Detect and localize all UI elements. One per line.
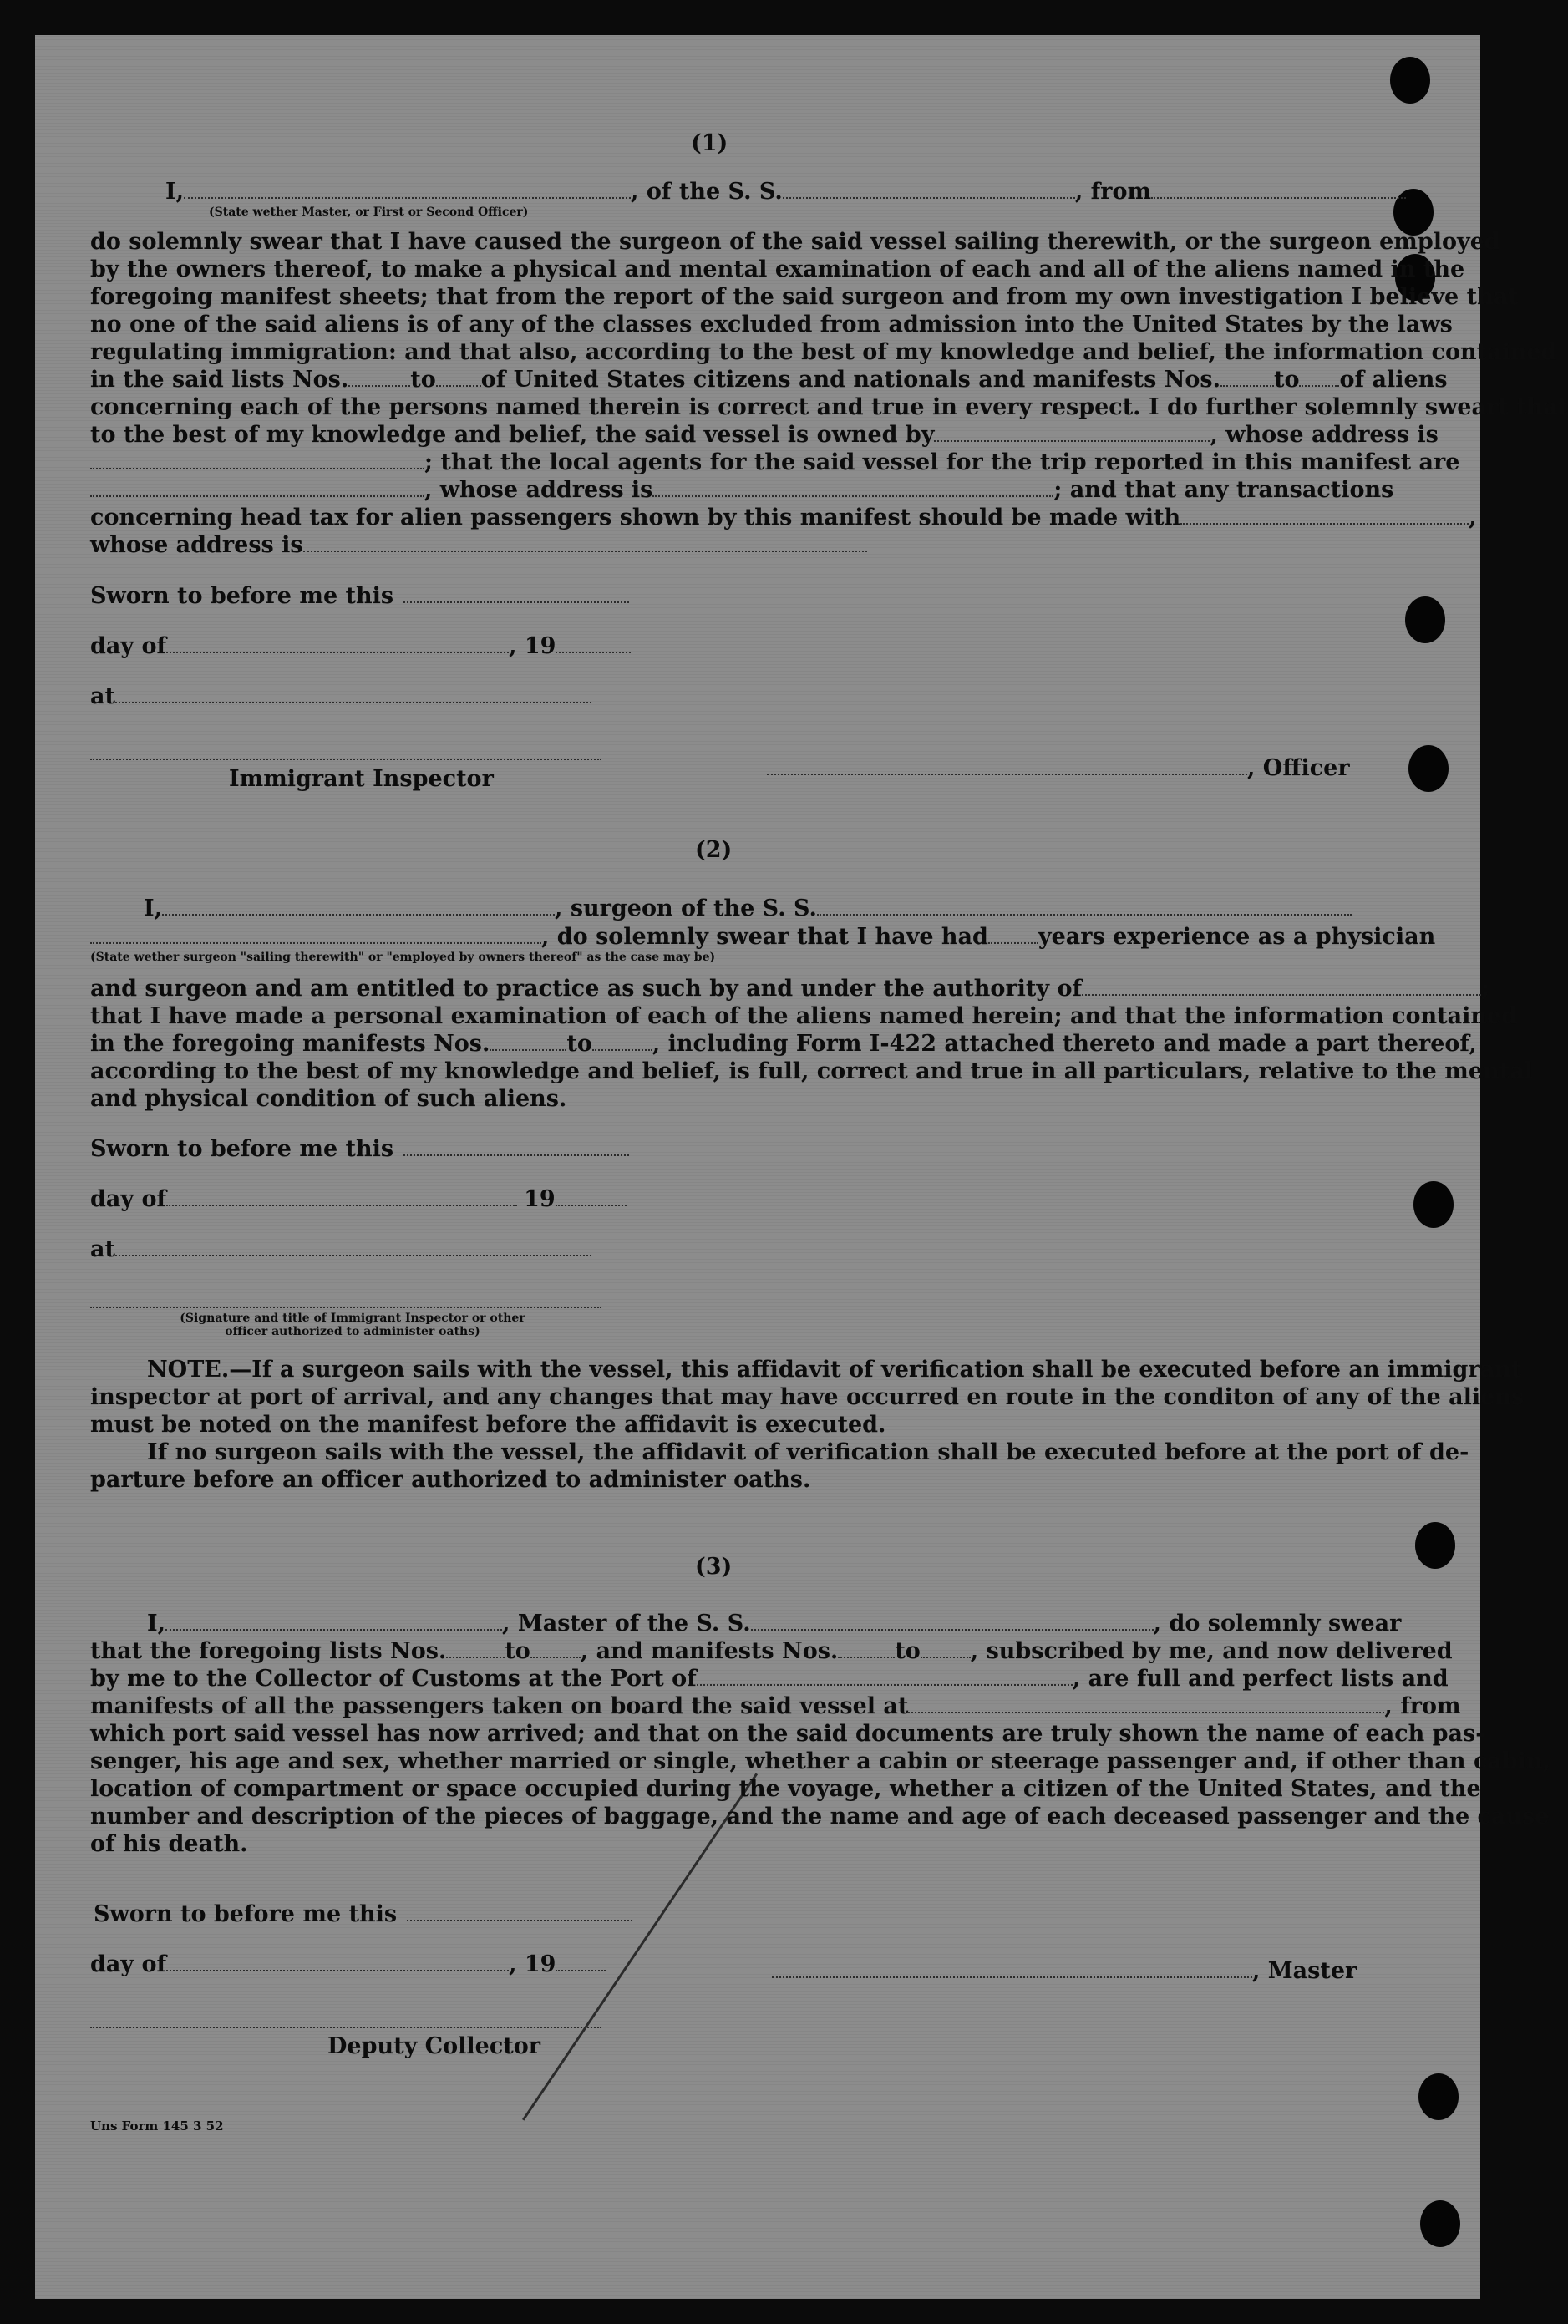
s3-para-line: senger, his age and sex, whether married or single, whether a cabin or steerage passenger and, if other than cabin, [90, 1748, 1551, 1774]
punch-hole [1390, 57, 1430, 104]
note-line: parture before an officer authorized to administer oaths. [90, 1467, 811, 1493]
lists-from-field[interactable] [348, 384, 410, 387]
s3-lists-line: that the foregoing lists Nos. to , and manifests Nos. to , subscribed by me, and now delivered [90, 1638, 1453, 1664]
s3-para-line: of his death. [90, 1831, 248, 1857]
from-port-field[interactable] [1151, 196, 1406, 199]
section-2-heading: (2) [695, 837, 733, 863]
caption-master-officer: (State wether Master, or First or Second Officer) [209, 206, 529, 219]
years-experience-field[interactable] [988, 941, 1038, 944]
s1-i-label: I, [165, 179, 185, 205]
s1-para-line: by the owners thereof, to make a physical and mental examination of each and all of the aliens named in the [90, 256, 1465, 282]
punch-hole [1420, 2200, 1460, 2247]
note-line: must be noted on the manifest before the affidavit is executed. [90, 1412, 886, 1438]
s1-month-field[interactable] [166, 651, 509, 653]
punch-hole [1413, 1181, 1454, 1228]
s3-year-field[interactable] [556, 1969, 606, 1971]
s3-para-line: number and description of the pieces of baggage, and the name and age of each deceased passenger and the cause [90, 1804, 1550, 1829]
punch-hole [1418, 2073, 1459, 2120]
s3-manifests-from-field[interactable] [838, 1656, 895, 1658]
section-1-heading: (1) [691, 130, 728, 156]
agents-field[interactable] [90, 495, 424, 497]
s3-manifests-to-field[interactable] [921, 1656, 971, 1658]
s1-para-line: regulating immigration: and that also, according to the best of my knowledge and belief, the information contained [90, 339, 1557, 365]
deputy-collector-label: Deputy Collector [327, 2033, 540, 2059]
s1-inspector-signature-line[interactable] [90, 757, 601, 760]
owner-field[interactable] [934, 439, 1210, 442]
s3-sworn-date-field[interactable] [407, 1919, 632, 1921]
master-signature-field[interactable] [772, 1976, 1252, 1978]
s2-line-2: , do solemnly swear that I have had years experience as a physician [90, 924, 1435, 951]
s1-para-line: concerning each of the persons named therein is correct and true in every respect. I do further solemnly sweart that [90, 394, 1568, 420]
immigrant-inspector-label: Immigrant Inspector [229, 766, 494, 792]
s2-year-field[interactable] [556, 1204, 627, 1206]
s3-month-field[interactable] [166, 1969, 509, 1971]
s2-signature-line[interactable] [90, 1305, 601, 1308]
departure-port-field[interactable] [908, 1711, 1384, 1713]
s1-year-field[interactable] [556, 651, 631, 653]
s2-sworn-date-field[interactable] [403, 1154, 629, 1156]
s3-para-line: which port said vessel has now arrived; and that on the said documents are truly shown the name of each pas- [90, 1721, 1485, 1747]
s3-sworn: Sworn to before me this [94, 1901, 632, 1928]
collector-port-field[interactable] [697, 1683, 1073, 1686]
s1-owned-line: to the best of my knowledge and belief, the said vessel is owned by , whose address is [90, 422, 1439, 448]
s1-headtax-line: concerning head tax for alien passengers shown by this manifest should be made with , [90, 505, 1477, 530]
s3-para-line: location of compartment or space occupied during the voyage, whether a citizen of the United States, and the [90, 1776, 1481, 1802]
caption-signature-title: (Signature and title of Immigrant Inspector or other officer authorized to administer oaths) [180, 1312, 525, 1338]
caption-surgeon-status: (State wether surgeon "sailing therewith" or "employed by owners thereof" as the case may be) [90, 951, 716, 964]
s1-para-line: foregoing manifest sheets; that from the report of the said surgeon and from my own investigation I believe that [90, 284, 1519, 310]
s1-whose-line: , whose address is ; and that any transactions [90, 477, 1393, 504]
s2-authority-line: and surgeon and am entitled to practice as such by and under the authority of ; [90, 976, 1490, 1002]
note-line: If no surgeon sails with the vessel, the affidavit of verification shall be executed before at the port of de- [147, 1439, 1469, 1465]
s3-master-name-field[interactable] [165, 1628, 502, 1631]
punch-hole [1405, 596, 1445, 643]
s1-sworn: Sworn to before me this [90, 583, 629, 610]
head-tax-contact-field[interactable] [1180, 522, 1469, 525]
manifests-to-field[interactable] [1299, 384, 1339, 387]
s2-vessel-field[interactable] [817, 913, 1352, 916]
s2-at-field[interactable] [115, 1254, 591, 1256]
manifests-from-field[interactable] [1220, 384, 1274, 387]
s2-at: at [90, 1236, 591, 1263]
note-line: NOTE.—If a surgeon sails with the vessel, this affidavit of verification shall be executed before an immigrant [147, 1357, 1522, 1383]
agents-address-field[interactable] [652, 495, 1053, 497]
s1-line-i [165, 179, 1406, 206]
form-number: Uns Form 145 3 52 [90, 2118, 224, 2134]
s1-at-field[interactable] [115, 701, 591, 703]
s2-para-line: that I have made a personal examination of each of the aliens named herein; and that the information contained [90, 1003, 1518, 1029]
s1-from-label: , from [1074, 179, 1152, 205]
s1-lists-line: in the said lists Nos. to of United States citizens and nationals and manifests Nos. to of aliens [90, 367, 1448, 393]
punch-hole [1415, 1522, 1455, 1569]
s2-manifests-to-field[interactable] [592, 1048, 652, 1051]
punch-hole [1408, 745, 1449, 792]
master-name-field[interactable] [184, 196, 631, 199]
officer-signature-field[interactable] [767, 773, 1247, 775]
section-3-heading: (3) [695, 1554, 733, 1580]
s2-line-i: I, , surgeon of the S. S. [144, 896, 1352, 922]
s3-lists-to-field[interactable] [530, 1656, 581, 1658]
s1-of-ss-label: , of the S. S. [631, 179, 783, 205]
s1-para-line: no one of the said aliens is of any of the classes excluded from admission into the United States by the laws [90, 312, 1453, 337]
s2-manifests-line: in the foregoing manifests Nos. to , including Form I-422 attached thereto and made a part thereof, [90, 1031, 1477, 1057]
s2-manifests-from-field[interactable] [490, 1048, 566, 1051]
s3-master: , Master [772, 1958, 1357, 1985]
surgeon-status-field[interactable] [90, 941, 541, 944]
authority-field[interactable] [1082, 993, 1481, 996]
lists-to-field[interactable] [436, 384, 481, 387]
s1-whose-final-line: whose address is [90, 532, 867, 559]
s3-deputy-signature-line[interactable] [90, 2025, 601, 2028]
s2-month-field[interactable] [166, 1204, 517, 1206]
head-tax-address-field[interactable] [303, 550, 867, 552]
s3-lists-from-field[interactable] [446, 1656, 505, 1658]
s2-day-of: day of 19 [90, 1186, 627, 1213]
s1-agents-line: ; that the local agents for the said vessel for the trip reported in this manifest are [90, 449, 1459, 476]
vessel-name-field[interactable] [783, 196, 1075, 199]
s3-line-i: I, , Master of the S. S. , do solemnly swear [147, 1611, 1402, 1636]
s1-at: at [90, 683, 591, 710]
s3-manifests-line: manifests of all the passengers taken on board the said vessel at , from [90, 1693, 1461, 1719]
owner-address-field[interactable] [90, 467, 424, 469]
manifest-verification-page [35, 35, 1568, 2299]
s1-para-line: do solemnly swear that I have caused the surgeon of the said vessel sailing therewith, or the surgeon employed [90, 229, 1500, 255]
surgeon-name-field[interactable] [162, 913, 555, 916]
s3-vessel-field[interactable] [751, 1628, 1154, 1631]
note-line: inspector at port of arrival, and any changes that may have occurred en route in the conditon of any of the aliens [90, 1384, 1525, 1410]
s3-day-of: day of , 19 [90, 1951, 606, 1978]
s2-sworn: Sworn to before me this [90, 1136, 629, 1163]
s1-sworn-date-field[interactable] [403, 601, 629, 603]
s1-day-of: day of , 19 [90, 633, 631, 660]
s2-para-line: according to the best of my knowledge and belief, is full, correct and true in all particulars, relative to the mental [90, 1058, 1533, 1084]
s3-collector-line: by me to the Collector of Customs at the Port of , are full and perfect lists and [90, 1666, 1449, 1692]
s2-para-line: and physical condition of such aliens. [90, 1086, 567, 1112]
s1-officer: , Officer [767, 755, 1350, 782]
